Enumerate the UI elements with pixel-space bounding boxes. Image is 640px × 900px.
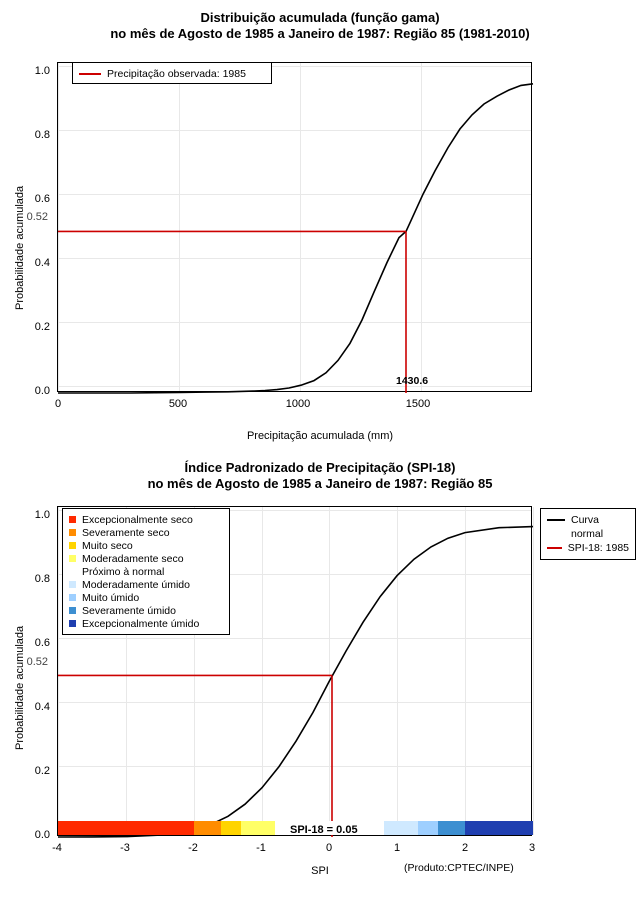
bottom-ytick-0: 0.0 xyxy=(34,829,50,841)
bottom-ytick-1: 0.2 xyxy=(34,765,50,777)
top-ytick-4: 0.8 xyxy=(34,129,50,141)
legend-item xyxy=(69,578,223,591)
bottom-annotation-y: 0.52 xyxy=(26,656,48,668)
legend-item xyxy=(69,604,223,617)
top-ytick-1: 0.2 xyxy=(34,321,50,333)
bottom-ytick-3: 0.6 xyxy=(34,637,50,649)
bottom-chart-title xyxy=(0,450,640,492)
square-marker-icon xyxy=(69,568,76,575)
bottom-xtick-5: 1 xyxy=(393,842,401,854)
produto-note: (Produto:CPTEC/INPE) xyxy=(404,862,514,874)
colorbar-segment-moderadamente-seco xyxy=(241,821,275,835)
gridline-v xyxy=(533,507,534,835)
bottom-xtick-3: -1 xyxy=(256,842,266,854)
top-legend xyxy=(72,62,272,84)
gamma-cdf-curve xyxy=(58,84,533,393)
top-annotation-x: 1430.6 xyxy=(396,375,429,387)
legend-label: normal xyxy=(571,528,604,540)
top-ytick-3: 0.6 xyxy=(34,193,50,205)
legend-label: Muito seco xyxy=(82,539,133,552)
legend-item xyxy=(69,526,223,539)
legend-item xyxy=(69,617,223,630)
top-xtick-1: 500 xyxy=(168,398,188,410)
square-marker-icon xyxy=(69,555,76,562)
top-title-line1: Distribuição acumulada (função gama) xyxy=(200,10,440,25)
line-swatch-icon xyxy=(547,547,562,549)
bottom-title-line2: no mês de Agosto de 1985 a Janeiro de 1987: Região 85 xyxy=(147,476,493,491)
square-marker-icon xyxy=(69,542,76,549)
bottom-xtick-6: 2 xyxy=(461,842,469,854)
colorbar-segment-muito-seco xyxy=(221,821,241,835)
line-swatch-icon xyxy=(79,73,101,75)
colorbar-segment-excepcionalmente-seco xyxy=(58,821,194,835)
legend-item xyxy=(547,541,629,555)
legend-label: Moderadamente úmido xyxy=(82,578,190,591)
top-curve-svg xyxy=(58,63,533,393)
square-marker-icon xyxy=(69,607,76,614)
bottom-xtick-1: -3 xyxy=(120,842,130,854)
top-ytick-5: 1.0 xyxy=(34,65,50,77)
square-marker-icon xyxy=(69,620,76,627)
top-annotation-y: 0.52 xyxy=(26,211,48,223)
legend-item-continuation xyxy=(547,527,629,541)
line-swatch-icon xyxy=(547,519,565,521)
top-ytick-0: 0.0 xyxy=(34,385,50,397)
bottom-xtick-0: -4 xyxy=(52,842,62,854)
bottom-chart-panel xyxy=(0,450,640,900)
legend-label: Próximo à normal xyxy=(82,565,165,578)
legend-item xyxy=(69,591,223,604)
top-y-axis-label: Probabilidade acumulada xyxy=(14,185,26,310)
square-marker-icon xyxy=(69,594,76,601)
top-xtick-0: 0 xyxy=(54,398,62,410)
legend-item xyxy=(69,565,223,578)
legend-row xyxy=(79,67,265,80)
legend-label: Severamente seco xyxy=(82,526,170,539)
top-title-line2: no mês de Agosto de 1985 a Janeiro de 1987: Região 85 (1981-2010) xyxy=(110,26,530,41)
legend-item xyxy=(547,513,629,527)
colorbar-segment-severamente-seco xyxy=(194,821,221,835)
bottom-ytick-2: 0.4 xyxy=(34,701,50,713)
bottom-y-axis-label: Probabilidade acumulada xyxy=(14,625,26,750)
legend-label: Excepcionalmente úmido xyxy=(82,617,200,630)
curve-legend xyxy=(540,508,636,560)
bottom-x-axis-label: SPI xyxy=(311,865,329,877)
top-legend-label: Precipitação observada: 1985 xyxy=(107,67,246,80)
top-xtick-3: 1500 xyxy=(405,398,431,410)
bottom-xtick-7: 3 xyxy=(528,842,536,854)
colorbar-segment-severamente-umido xyxy=(438,821,465,835)
colorbar-segment-excepcionalmente-umido xyxy=(465,821,533,835)
legend-label: Curva xyxy=(571,514,600,526)
square-marker-icon xyxy=(69,516,76,523)
bottom-ytick-5: 1.0 xyxy=(34,509,50,521)
legend-label: Muito úmido xyxy=(82,591,140,604)
top-xtick-2: 1000 xyxy=(285,398,311,410)
legend-item xyxy=(69,539,223,552)
category-legend xyxy=(62,508,230,635)
legend-item xyxy=(69,513,223,526)
bottom-title-line1: Índice Padronizado de Precipitação (SPI-18) xyxy=(184,460,456,475)
square-marker-icon xyxy=(69,581,76,588)
top-chart-title xyxy=(0,0,640,42)
bottom-xtick-4: 0 xyxy=(325,842,333,854)
legend-label: Severamente úmido xyxy=(82,604,176,617)
colorbar-segment-muito-umido xyxy=(418,821,438,835)
top-plot-area xyxy=(57,62,532,392)
square-marker-icon xyxy=(69,529,76,536)
top-ytick-2: 0.4 xyxy=(34,257,50,269)
legend-label: Moderadamente seco xyxy=(82,552,184,565)
colorbar-segment-moderadamente-umido xyxy=(384,821,418,835)
spi-value-label: SPI-18 = 0.05 xyxy=(290,824,358,836)
legend-item xyxy=(69,552,223,565)
bottom-xtick-2: -2 xyxy=(188,842,198,854)
bottom-ytick-4: 0.8 xyxy=(34,573,50,585)
legend-label: SPI-18: 1985 xyxy=(567,542,629,554)
top-x-axis-label: Precipitação acumulada (mm) xyxy=(246,430,394,442)
legend-label: Excepcionalmente seco xyxy=(82,513,193,526)
